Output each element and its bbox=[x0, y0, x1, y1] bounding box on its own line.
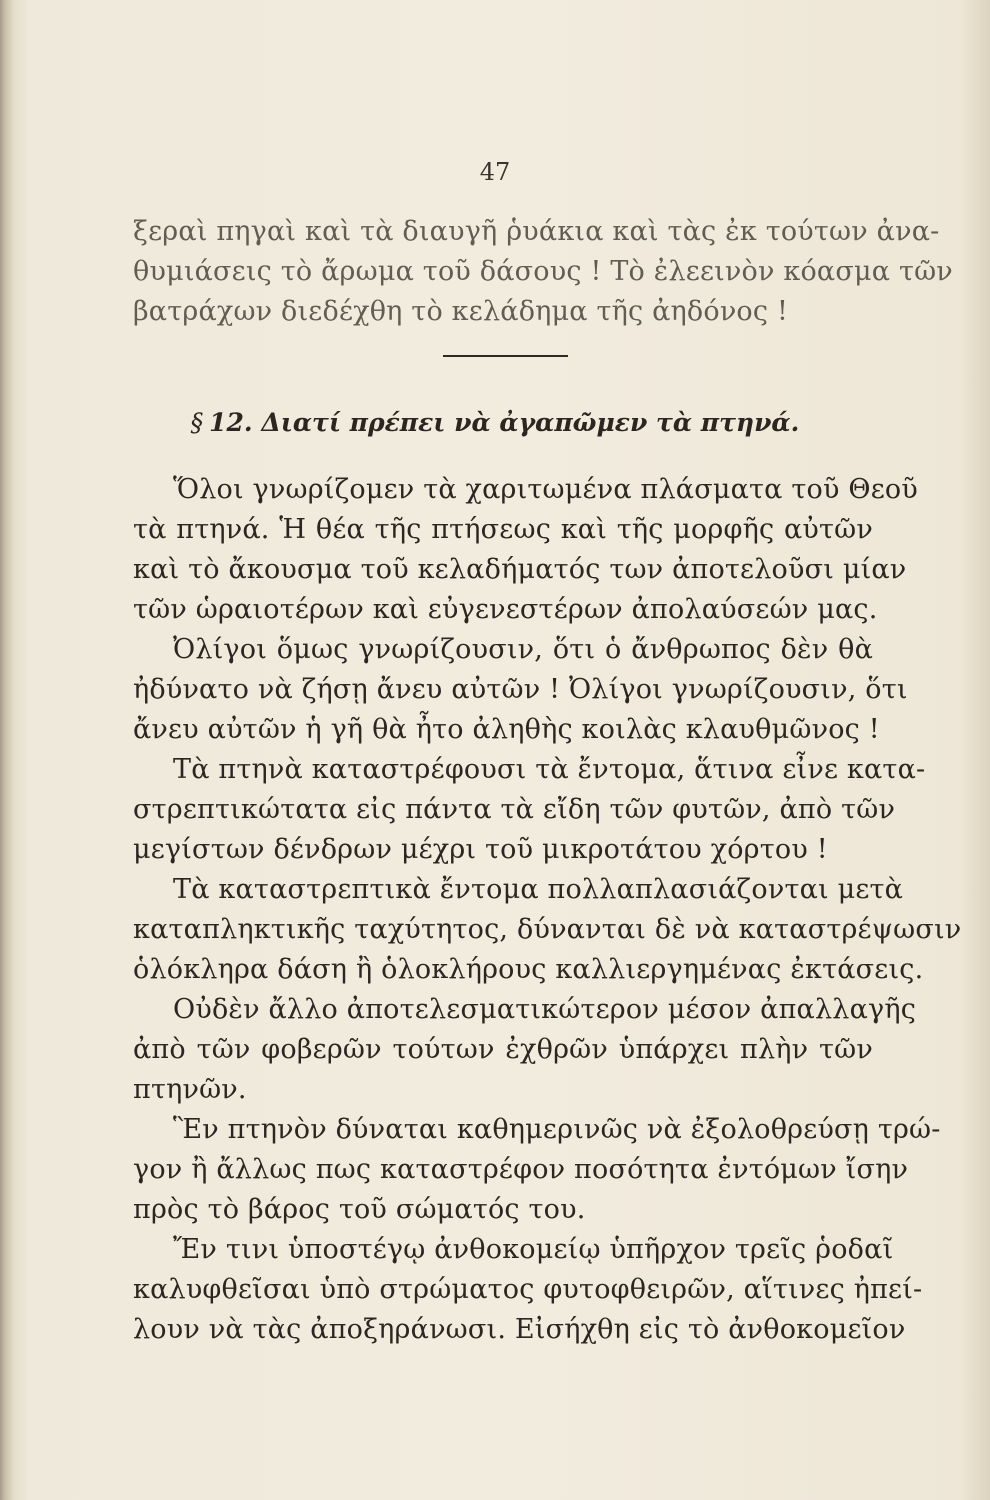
text-line: πρὸς τὸ βάρος τοῦ σώματός του. bbox=[133, 1194, 586, 1225]
text-line: καταπληκτικῆς ταχύτητος, δύνανται δὲ νὰ καταστρέψωσιν bbox=[133, 914, 962, 945]
text-line: Ὅλοι γνωρίζομεν τὰ χαριτωμένα πλάσματα τοῦ Θεοῦ bbox=[173, 474, 918, 505]
page-edge-shadow bbox=[0, 0, 14, 1500]
text-line: ξεραὶ πηγαὶ καὶ τὰ διαυγῆ ῥυάκια καὶ τὰς ἐκ τούτων ἀνα- bbox=[133, 216, 940, 247]
text-line: Ἓν πτηνὸν δύναται καθημερινῶς νὰ ἐξολοθρεύσῃ τρώ- bbox=[173, 1114, 941, 1145]
page-number: 47 bbox=[479, 158, 511, 186]
body-text bbox=[133, 470, 962, 1350]
text-line: πτηνῶν. bbox=[133, 1074, 247, 1105]
text-line: ἀπὸ τῶν φοβερῶν τούτων ἐχθρῶν ὑπάρχει πλὴν τῶν bbox=[133, 1034, 873, 1065]
text-line: ἄνευ αὐτῶν ἡ γῆ θὰ ἦτο ἀληθὴς κοιλὰς κλαυθμῶνος ! bbox=[133, 714, 880, 745]
text-line: Τὰ καταστρεπτικὰ ἔντομα πολλαπλασιάζονται μετὰ bbox=[173, 874, 904, 905]
section-heading bbox=[0, 408, 990, 437]
text-line: καλυφθεῖσαι ὑπὸ στρώματος φυτοφθειρῶν, αἵτινες ἠπεί- bbox=[133, 1274, 923, 1305]
text-line: θυμιάσεις τὸ ἄρωμα τοῦ δάσους ! Τὸ ἐλεεινὸν κόασμα τῶν bbox=[133, 256, 953, 287]
text-line: λουν νὰ τὰς ἀποξηράνωσι. Εἰσήχθη εἰς τὸ ἀνθοκομεῖον bbox=[133, 1314, 906, 1345]
text-line: Τὰ πτηνὰ καταστρέφουσι τὰ ἔντομα, ἅτινα εἶνε κατα- bbox=[173, 754, 926, 785]
text-line: γον ἢ ἄλλως πως καταστρέφον ποσότητα ἐντόμων ἴσην bbox=[133, 1154, 909, 1185]
text-line: στρεπτικώτατα εἰς πάντα τὰ εἴδη τῶν φυτῶν, ἀπὸ τῶν bbox=[133, 794, 896, 825]
text-line: τῶν ὡραιοτέρων καὶ εὐγενεστέρων ἀπολαύσεών μας. bbox=[133, 594, 878, 625]
text-line: μεγίστων δένδρων μέχρι τοῦ μικροτάτου χόρτου ! bbox=[133, 834, 828, 865]
text-line: ἠδύνατο νὰ ζήσῃ ἄνευ αὐτῶν ! Ὀλίγοι γνωρίζουσιν, ὅτι bbox=[133, 674, 908, 705]
top-paragraph bbox=[133, 212, 953, 332]
text-line: τὰ πτηνά. Ἡ θέα τῆς πτήσεως καὶ τῆς μορφῆς αὐτῶν bbox=[133, 514, 873, 545]
text-line: Ὀλίγοι ὅμως γνωρίζουσιν, ὅτι ὁ ἄνθρωπος δὲν θὰ bbox=[173, 634, 873, 665]
section-divider bbox=[443, 355, 568, 357]
text-line: βατράχων διεδέχθη τὸ κελάδημα τῆς ἀηδόνος ! bbox=[133, 296, 789, 327]
section-title: 12. Διατί πρέπει νὰ ἀγαπῶμεν τὰ πτηνά. bbox=[209, 408, 800, 437]
text-line: ὁλόκληρα δάση ἢ ὁλοκλήρους καλλιεργημένας ἐκτάσεις. bbox=[133, 954, 924, 985]
text-line: Ἔν τινι ὑποστέγῳ ἀνθοκομείῳ ὑπῆρχον τρεῖς ῥοδαῖ bbox=[173, 1234, 894, 1265]
text-line: καὶ τὸ ἄκουσμα τοῦ κελαδήματός των ἀποτελοῦσι μίαν bbox=[133, 554, 907, 585]
text-line: Οὐδὲν ἄλλο ἀποτελεσματικώτερον μέσον ἀπαλλαγῆς bbox=[173, 994, 917, 1025]
section-symbol: § bbox=[190, 408, 204, 437]
